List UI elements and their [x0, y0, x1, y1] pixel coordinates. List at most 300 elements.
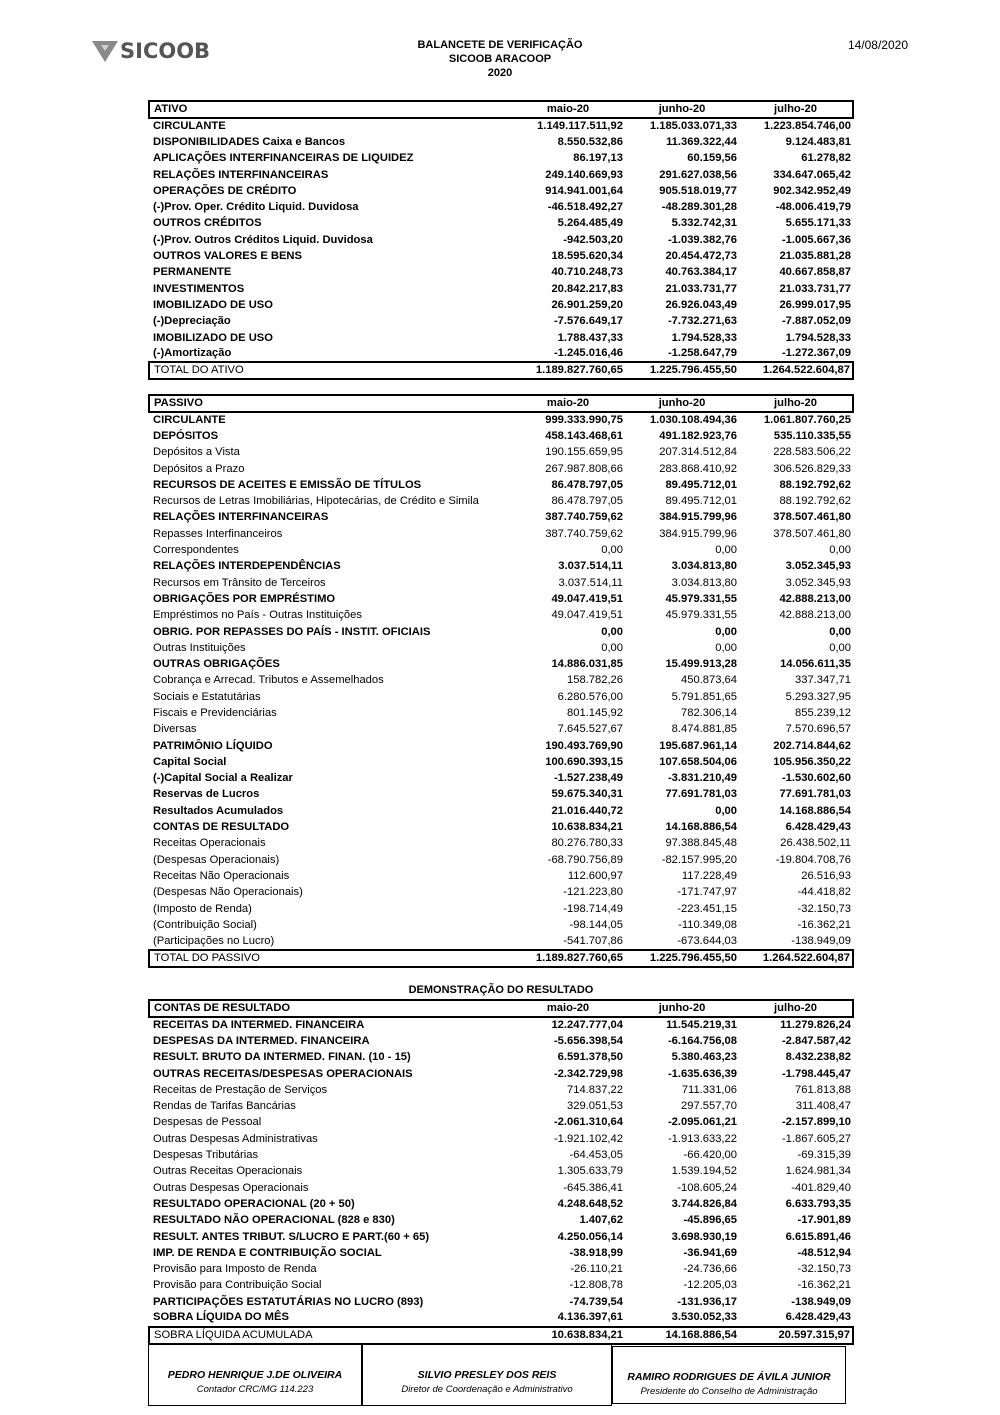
row-value: 0,00 — [829, 641, 851, 654]
row-value: -2.157.899,10 — [781, 1116, 851, 1129]
dre-title: DEMONSTRAÇÃO DO RESULTADO — [408, 984, 594, 996]
row-value: -131.936,17 — [677, 1295, 737, 1308]
row-label: Capital Social — [153, 755, 227, 768]
row-value: 14.168.886,54 — [665, 821, 737, 834]
table-row — [149, 297, 853, 313]
row-value: -171.747,97 — [677, 886, 737, 899]
row-value: 535.110.335,55 — [773, 429, 851, 442]
total-label: SOBRA LÍQUIDA ACUMULADA — [149, 1327, 511, 1344]
row-value: 3.052.345,93 — [785, 576, 851, 589]
row-value: 40.710.248,73 — [551, 266, 623, 279]
row-value: 21.016.440,72 — [551, 804, 623, 817]
row-value: 905.518.019,77 — [659, 184, 737, 197]
row-value: 11.279.826,24 — [780, 1019, 851, 1032]
table-row — [149, 134, 853, 150]
row-value: -138.949,09 — [791, 934, 851, 947]
row-value: 107.658.504,06 — [659, 755, 737, 768]
total-value: 1.264.522.604,87 — [739, 362, 853, 379]
row-value: 195.687.961,14 — [659, 739, 737, 752]
row-label: Repasses Interfinanceiros — [153, 527, 283, 540]
row-label: Reservas de Lucros — [153, 788, 260, 801]
row-value: 387.740.759,62 — [545, 527, 623, 540]
row-label: Outras Receitas Operacionais — [153, 1165, 303, 1178]
row-value: -98.144,05 — [569, 918, 623, 931]
row-value: -1.867.605,27 — [781, 1132, 851, 1145]
total-value: 1.189.827.760,65 — [511, 950, 625, 967]
row-label: Outras Instituições — [153, 641, 246, 654]
table-row — [149, 754, 853, 770]
row-value: 4.250.056,14 — [557, 1230, 623, 1243]
row-value: 4.248.648,52 — [557, 1197, 623, 1210]
row-label: RESULT. ANTES TRIBUT. S/LUCRO E PART.(60 + 65) — [153, 1230, 430, 1243]
row-value: 45.979.331,55 — [665, 592, 737, 605]
column-header: junho-20 — [625, 395, 739, 412]
row-value: 306.526.829,33 — [773, 462, 851, 475]
row-value: 0,00 — [715, 641, 737, 654]
row-value: 3.744.826,84 — [671, 1197, 737, 1210]
row-label: Rendas de Tarifas Bancárias — [153, 1100, 296, 1113]
row-value: 88.192.792,62 — [779, 478, 851, 491]
table-header-row — [149, 101, 853, 118]
row-value: 1.794.528,33 — [785, 331, 851, 344]
row-value: 1.223.854.746,00 — [763, 120, 851, 133]
row-value: -1.258.647,79 — [667, 347, 737, 360]
row-value: -198.714,49 — [563, 902, 623, 915]
row-value: -68.790.756,89 — [547, 853, 623, 866]
row-value: 26.926.043,49 — [665, 298, 737, 311]
row-label: DEPÓSITOS — [153, 429, 219, 442]
row-label: (Despesas Operacionais) — [153, 853, 280, 866]
table-row — [149, 1229, 853, 1245]
column-header: julho-20 — [739, 1000, 853, 1017]
row-value: 3.698.930,19 — [671, 1230, 737, 1243]
row-value: -1.039.382,76 — [667, 233, 737, 246]
row-value: 59.675.340,31 — [551, 788, 623, 801]
table-row — [149, 1278, 853, 1294]
table-row — [149, 216, 853, 232]
row-value: 45.979.331,55 — [665, 609, 737, 622]
row-label: Receitas Operacionais — [153, 837, 266, 850]
row-value: -2.342.729,98 — [553, 1067, 623, 1080]
row-value: -66.420,00 — [683, 1149, 737, 1162]
table-row — [149, 656, 853, 672]
row-value: -44.418,82 — [797, 886, 851, 899]
row-value: 999.333.990,75 — [545, 414, 623, 427]
column-header: julho-20 — [739, 395, 853, 412]
row-value: 42.888.213,00 — [779, 609, 851, 622]
row-value: 18.595.620,34 — [551, 250, 623, 263]
row-value: 61.278,82 — [801, 152, 851, 165]
column-header: junho-20 — [625, 101, 739, 118]
table-row — [149, 819, 853, 835]
document-date: 14/08/2020 — [847, 38, 908, 52]
row-value: -138.949,09 — [791, 1295, 851, 1308]
table-row — [149, 428, 853, 444]
total-row — [149, 362, 853, 379]
table-row — [149, 689, 853, 705]
row-label: DESPESAS DA INTERMED. FINANCEIRA — [153, 1034, 370, 1047]
table-row — [149, 771, 853, 787]
row-value: 8.474.881,85 — [671, 723, 737, 736]
table-row — [149, 885, 853, 901]
section-heading: CONTAS DE RESULTADO — [149, 1000, 511, 1017]
row-value: 5.293.327,95 — [785, 690, 851, 703]
row-value: 190.155.659,95 — [545, 446, 623, 459]
row-value: 5.655.171,33 — [785, 217, 851, 230]
row-value: -12.808,78 — [569, 1279, 623, 1292]
row-value: 3.037.514,11 — [558, 560, 623, 573]
table-row — [149, 183, 853, 199]
signature-name: RAMIRO RODRIGUES DE ÁVILA JUNIOR — [627, 1371, 831, 1383]
row-value: 9.124.483,81 — [785, 135, 851, 148]
row-value: 3.052.345,93 — [785, 560, 851, 573]
row-label: CONTAS DE RESULTADO — [153, 821, 290, 834]
row-label: (-)Depreciação — [153, 315, 231, 328]
table-row — [149, 151, 853, 167]
row-value: -1.527.238,49 — [553, 772, 623, 785]
row-label: Depósitos a Prazo — [153, 462, 245, 475]
table-row — [149, 738, 853, 754]
row-value: 1.305.633,79 — [557, 1165, 623, 1178]
dre-table — [148, 999, 854, 1345]
total-value: 20.597.315,97 — [739, 1327, 853, 1344]
row-value: 100.690.393,15 — [545, 755, 623, 768]
table-row — [149, 1050, 853, 1066]
row-label: RELAÇÕES INTERFINANCEIRAS — [153, 511, 329, 524]
row-value: 190.493.769,90 — [545, 739, 623, 752]
row-value: 384.915.799,96 — [659, 527, 737, 540]
row-value: 5.380.463,23 — [671, 1051, 737, 1064]
total-row — [149, 950, 853, 967]
row-value: 1.185.033.071,33 — [649, 120, 737, 133]
row-value: -108.605,24 — [677, 1181, 737, 1194]
document-year: 2020 — [487, 67, 513, 79]
row-label: RECURSOS DE ACEITES E EMISSÃO DE TÍTULOS — [153, 478, 422, 491]
row-label: OUTROS VALORES E BENS — [153, 250, 302, 263]
row-value: -19.804.708,76 — [775, 853, 851, 866]
table-row — [149, 526, 853, 542]
sicoob-triangle-icon — [92, 39, 118, 63]
row-value: 0,00 — [601, 625, 623, 638]
table-row — [149, 542, 853, 558]
row-value: 88.192.792,62 — [779, 495, 851, 508]
row-value: 228.583.506,22 — [773, 446, 851, 459]
row-value: 1.788.437,33 — [557, 331, 623, 344]
table-row — [149, 559, 853, 575]
passivo-table — [148, 394, 854, 968]
row-value: 8.432.238,82 — [785, 1051, 851, 1064]
row-label: CIRCULANTE — [153, 414, 226, 427]
table-header-row — [149, 395, 853, 412]
row-value: 491.182.923,76 — [659, 429, 737, 442]
row-value: -48.289.301,28 — [661, 201, 737, 214]
column-header: junho-20 — [625, 1000, 739, 1017]
table-row — [149, 836, 853, 852]
table-row — [149, 265, 853, 281]
row-value: 49.047.419,51 — [551, 609, 623, 622]
table-row — [149, 1033, 853, 1049]
row-label: Resultados Acumulados — [153, 804, 284, 817]
row-value: 86.197,13 — [573, 152, 623, 165]
row-value: 26.901.259,20 — [551, 298, 623, 311]
row-value: 97.388.845,48 — [665, 837, 737, 850]
row-label: RESULTADO OPERACIONAL (20 + 50) — [153, 1197, 355, 1210]
column-header: maio-20 — [511, 101, 625, 118]
row-label: PERMANENTE — [153, 266, 232, 279]
row-value: -2.095.061,21 — [667, 1116, 737, 1129]
row-value: 329.051,53 — [567, 1100, 623, 1113]
total-value: 1.264.522.604,87 — [739, 950, 853, 967]
column-header: maio-20 — [511, 1000, 625, 1017]
row-label: OUTRAS RECEITAS/DESPESAS OPERACIONAIS — [153, 1067, 413, 1080]
row-value: -45.896,65 — [683, 1214, 737, 1227]
row-value: 711.331,06 — [681, 1083, 737, 1096]
row-value: -1.005.667,36 — [781, 233, 851, 246]
table-row — [149, 934, 853, 950]
row-label: Diversas — [153, 723, 197, 736]
table-row — [149, 118, 853, 134]
table-row — [149, 1115, 853, 1131]
row-value: 86.478.797,05 — [551, 478, 623, 491]
row-value: -24.736,66 — [683, 1263, 737, 1276]
row-value: -17.901,89 — [797, 1214, 851, 1227]
row-value: -2.061.310,64 — [553, 1116, 623, 1129]
row-value: -1.245.016,46 — [553, 347, 623, 360]
row-value: 902.342.952,49 — [773, 184, 851, 197]
row-value: 801.145,92 — [567, 706, 623, 719]
column-header: maio-20 — [511, 395, 625, 412]
row-label: SOBRA LÍQUIDA DO MÊS — [153, 1311, 289, 1324]
row-value: 4.136.397,61 — [557, 1311, 623, 1324]
row-value: 14.056.611,35 — [780, 658, 851, 671]
row-label: (-)Prov. Outros Créditos Liquid. Duvidosa — [153, 233, 373, 246]
row-label: Cobrança e Arrecad. Tributos e Assemelhados — [153, 674, 384, 687]
row-value: 0,00 — [715, 625, 737, 638]
table-row — [149, 1245, 853, 1261]
row-label: PARTICIPAÇÕES ESTATUTÁRIAS NO LUCRO (893) — [153, 1295, 424, 1308]
row-value: 77.691.781,03 — [779, 788, 851, 801]
row-value: -38.918,99 — [569, 1246, 623, 1259]
table-row — [149, 705, 853, 721]
row-label: Sociais e Estatutárias — [153, 690, 261, 703]
row-value: 761.813,88 — [795, 1083, 851, 1096]
row-label: Empréstimos no País - Outras Instituições — [153, 609, 362, 622]
row-value: 3.034.813,80 — [671, 560, 737, 573]
table-row — [149, 787, 853, 803]
table-header-row — [149, 1000, 853, 1017]
row-value: 40.667.858,87 — [779, 266, 851, 279]
row-value: 1.061.807.760,25 — [763, 414, 851, 427]
row-value: -541.707,86 — [563, 934, 623, 947]
row-label: OUTRAS OBRIGAÇÕES — [153, 658, 280, 671]
row-value: -1.272.367,09 — [781, 347, 851, 360]
row-value: 914.941.001,64 — [545, 184, 623, 197]
row-value: 6.428.429,43 — [785, 1311, 851, 1324]
row-label: OBRIGAÇÕES POR EMPRÉSTIMO — [153, 592, 336, 605]
signature-box-president — [612, 1346, 846, 1404]
row-value: -74.739,54 — [569, 1295, 623, 1308]
row-label: Receitas Não Operacionais — [153, 869, 290, 882]
row-value: -121.223,80 — [563, 886, 623, 899]
row-value: -16.362,21 — [797, 918, 851, 931]
row-value: 49.047.419,51 — [551, 592, 623, 605]
row-label: RECEITAS DA INTERMED. FINANCEIRA — [153, 1019, 365, 1032]
row-value: 0,00 — [829, 544, 851, 557]
table-row — [149, 1017, 853, 1033]
row-label: Despesas de Pessoal — [153, 1116, 262, 1129]
row-value: 0,00 — [601, 641, 623, 654]
signature-role: Presidente do Conselho de Administração — [640, 1386, 818, 1397]
row-label: Recursos de Letras Imobiliárias, Hipotecárias, de Crédito e Simila — [153, 495, 479, 508]
row-value: 384.915.799,96 — [659, 511, 737, 524]
row-label: Provisão para Imposto de Renda — [153, 1263, 317, 1276]
row-label: RELAÇÕES INTERFINANCEIRAS — [153, 168, 329, 181]
row-label: RESULTADO NÃO OPERACIONAL (828 e 830) — [153, 1214, 395, 1227]
row-value: -69.315,39 — [797, 1149, 851, 1162]
row-value: 378.507.461,80 — [773, 511, 851, 524]
row-label: Provisão para Contribuição Social — [153, 1279, 322, 1292]
table-row — [149, 901, 853, 917]
total-value: 1.189.827.760,65 — [511, 362, 625, 379]
row-value: 112.600,97 — [567, 869, 623, 882]
row-label: (-)Amortização — [153, 347, 232, 360]
row-label: Outras Despesas Administrativas — [153, 1132, 318, 1145]
table-row — [149, 1180, 853, 1196]
row-label: IMOBILIZADO DE USO — [153, 298, 273, 311]
row-value: -645.386,41 — [563, 1181, 623, 1194]
row-label: IMOBILIZADO DE USO — [153, 331, 273, 344]
row-value: -7.576.649,17 — [553, 315, 623, 328]
signature-name: SILVIO PRESLEY DOS REIS — [417, 1369, 557, 1381]
row-value: 6.615.891,46 — [785, 1230, 851, 1243]
row-value: 3.037.514,11 — [558, 576, 623, 589]
row-value: 5.332.742,31 — [671, 217, 737, 230]
row-value: 6.428.429,43 — [785, 821, 851, 834]
table-row — [149, 608, 853, 624]
table-row — [149, 330, 853, 346]
row-value: -48.512,94 — [797, 1246, 851, 1259]
row-value: 11.545.219,31 — [666, 1019, 737, 1032]
row-value: 3.530.052,33 — [671, 1311, 737, 1324]
row-value: 714.837,22 — [567, 1083, 623, 1096]
row-label: Correspondentes — [153, 544, 239, 557]
row-label: Outras Despesas Operacionais — [153, 1181, 309, 1194]
row-value: 267.987.808,66 — [545, 462, 623, 475]
row-value: -32.150,73 — [797, 902, 851, 915]
logo-text: SICOOB — [120, 39, 211, 63]
row-value: -7.732.271,63 — [667, 315, 737, 328]
signature-name: PEDRO HENRIQUE J.DE OLIVEIRA — [167, 1369, 343, 1381]
table-row — [149, 722, 853, 738]
row-value: 1.539.194,52 — [671, 1165, 737, 1178]
row-value: 0,00 — [601, 544, 623, 557]
row-value: 26.516,93 — [801, 869, 851, 882]
column-header: julho-20 — [739, 101, 853, 118]
table-row — [149, 493, 853, 509]
row-value: 378.507.461,80 — [773, 527, 851, 540]
row-value: -223.451,15 — [677, 902, 737, 915]
table-row — [149, 1164, 853, 1180]
row-value: -401.829,40 — [791, 1181, 851, 1194]
row-value: 297.557,70 — [681, 1100, 737, 1113]
row-value: 334.647.065,42 — [773, 168, 851, 181]
row-value: 8.550.532,86 — [557, 135, 623, 148]
row-label: APLICAÇÕES INTERFINANCEIRAS DE LIQUIDEZ — [153, 152, 414, 165]
table-row — [149, 445, 853, 461]
row-value: -1.921.102,42 — [553, 1132, 623, 1145]
row-value: 1.794.528,33 — [671, 331, 737, 344]
row-value: 89.495.712,01 — [665, 478, 737, 491]
document-title: BALANCETE DE VERIFICAÇÃO — [417, 39, 583, 51]
table-row — [149, 510, 853, 526]
row-label: INVESTIMENTOS — [153, 282, 245, 295]
row-value: -16.362,21 — [797, 1279, 851, 1292]
row-value: 337.347,71 — [795, 674, 851, 687]
row-value: 42.888.213,00 — [779, 592, 851, 605]
row-value: -1.635.636,39 — [667, 1067, 737, 1080]
table-row — [149, 868, 853, 884]
row-value: 0,00 — [715, 544, 737, 557]
row-value: 10.638.834,21 — [551, 821, 623, 834]
row-value: 158.782,26 — [567, 674, 623, 687]
row-value: -12.205,03 — [683, 1279, 737, 1292]
table-row — [149, 852, 853, 868]
row-value: -7.887.052,09 — [781, 315, 851, 328]
row-label: (Despesas Não Operacionais) — [153, 886, 303, 899]
row-value: -36.941,69 — [683, 1246, 737, 1259]
row-value: -110.349,08 — [678, 918, 737, 931]
table-row — [149, 412, 853, 428]
row-label: IMP. DE RENDA E CONTRIBUIÇÃO SOCIAL — [153, 1246, 382, 1259]
row-value: 3.034.813,80 — [671, 576, 737, 589]
row-label: (Contribuição Social) — [153, 918, 257, 931]
row-value: 207.314.512,84 — [659, 446, 737, 459]
row-value: -942.503,20 — [563, 233, 623, 246]
row-label: OPERAÇÕES DE CRÉDITO — [153, 184, 297, 197]
table-row — [149, 248, 853, 264]
row-label: CIRCULANTE — [153, 120, 226, 133]
row-value: 11.369.322,44 — [666, 135, 737, 148]
row-label: RESULT. BRUTO DA INTERMED. FINAN. (10 - 15) — [153, 1051, 411, 1064]
total-value: 10.638.834,21 — [511, 1327, 625, 1344]
table-row — [149, 803, 853, 819]
ativo-table — [148, 100, 854, 380]
table-row — [149, 232, 853, 248]
row-label: (-)Capital Social a Realizar — [153, 772, 293, 785]
table-row — [149, 167, 853, 183]
total-value: 1.225.796.455,50 — [625, 362, 739, 379]
row-value: 15.499.913,28 — [665, 658, 737, 671]
table-row — [149, 1213, 853, 1229]
row-value: 249.140.669,93 — [545, 168, 623, 181]
row-value: 1.407,62 — [579, 1214, 623, 1227]
row-value: 26.438.502,11 — [780, 837, 851, 850]
section-heading: PASSIVO — [149, 395, 511, 412]
row-value: -1.530.602,60 — [781, 772, 851, 785]
table-row — [149, 1310, 853, 1326]
row-value: 86.478.797,05 — [551, 495, 623, 508]
table-row — [149, 281, 853, 297]
row-value: 105.956.350,22 — [773, 755, 851, 768]
table-row — [149, 346, 853, 362]
row-value: 0,00 — [829, 625, 851, 638]
row-label: RELAÇÕES INTERDEPENDÊNCIAS — [153, 560, 341, 573]
row-label: OUTROS CRÉDITOS — [153, 217, 262, 230]
total-value: 1.225.796.455,50 — [625, 950, 739, 967]
row-value: -5.656.398,54 — [553, 1034, 623, 1047]
row-value: 40.763.384,17 — [665, 266, 737, 279]
table-row — [149, 1098, 853, 1114]
